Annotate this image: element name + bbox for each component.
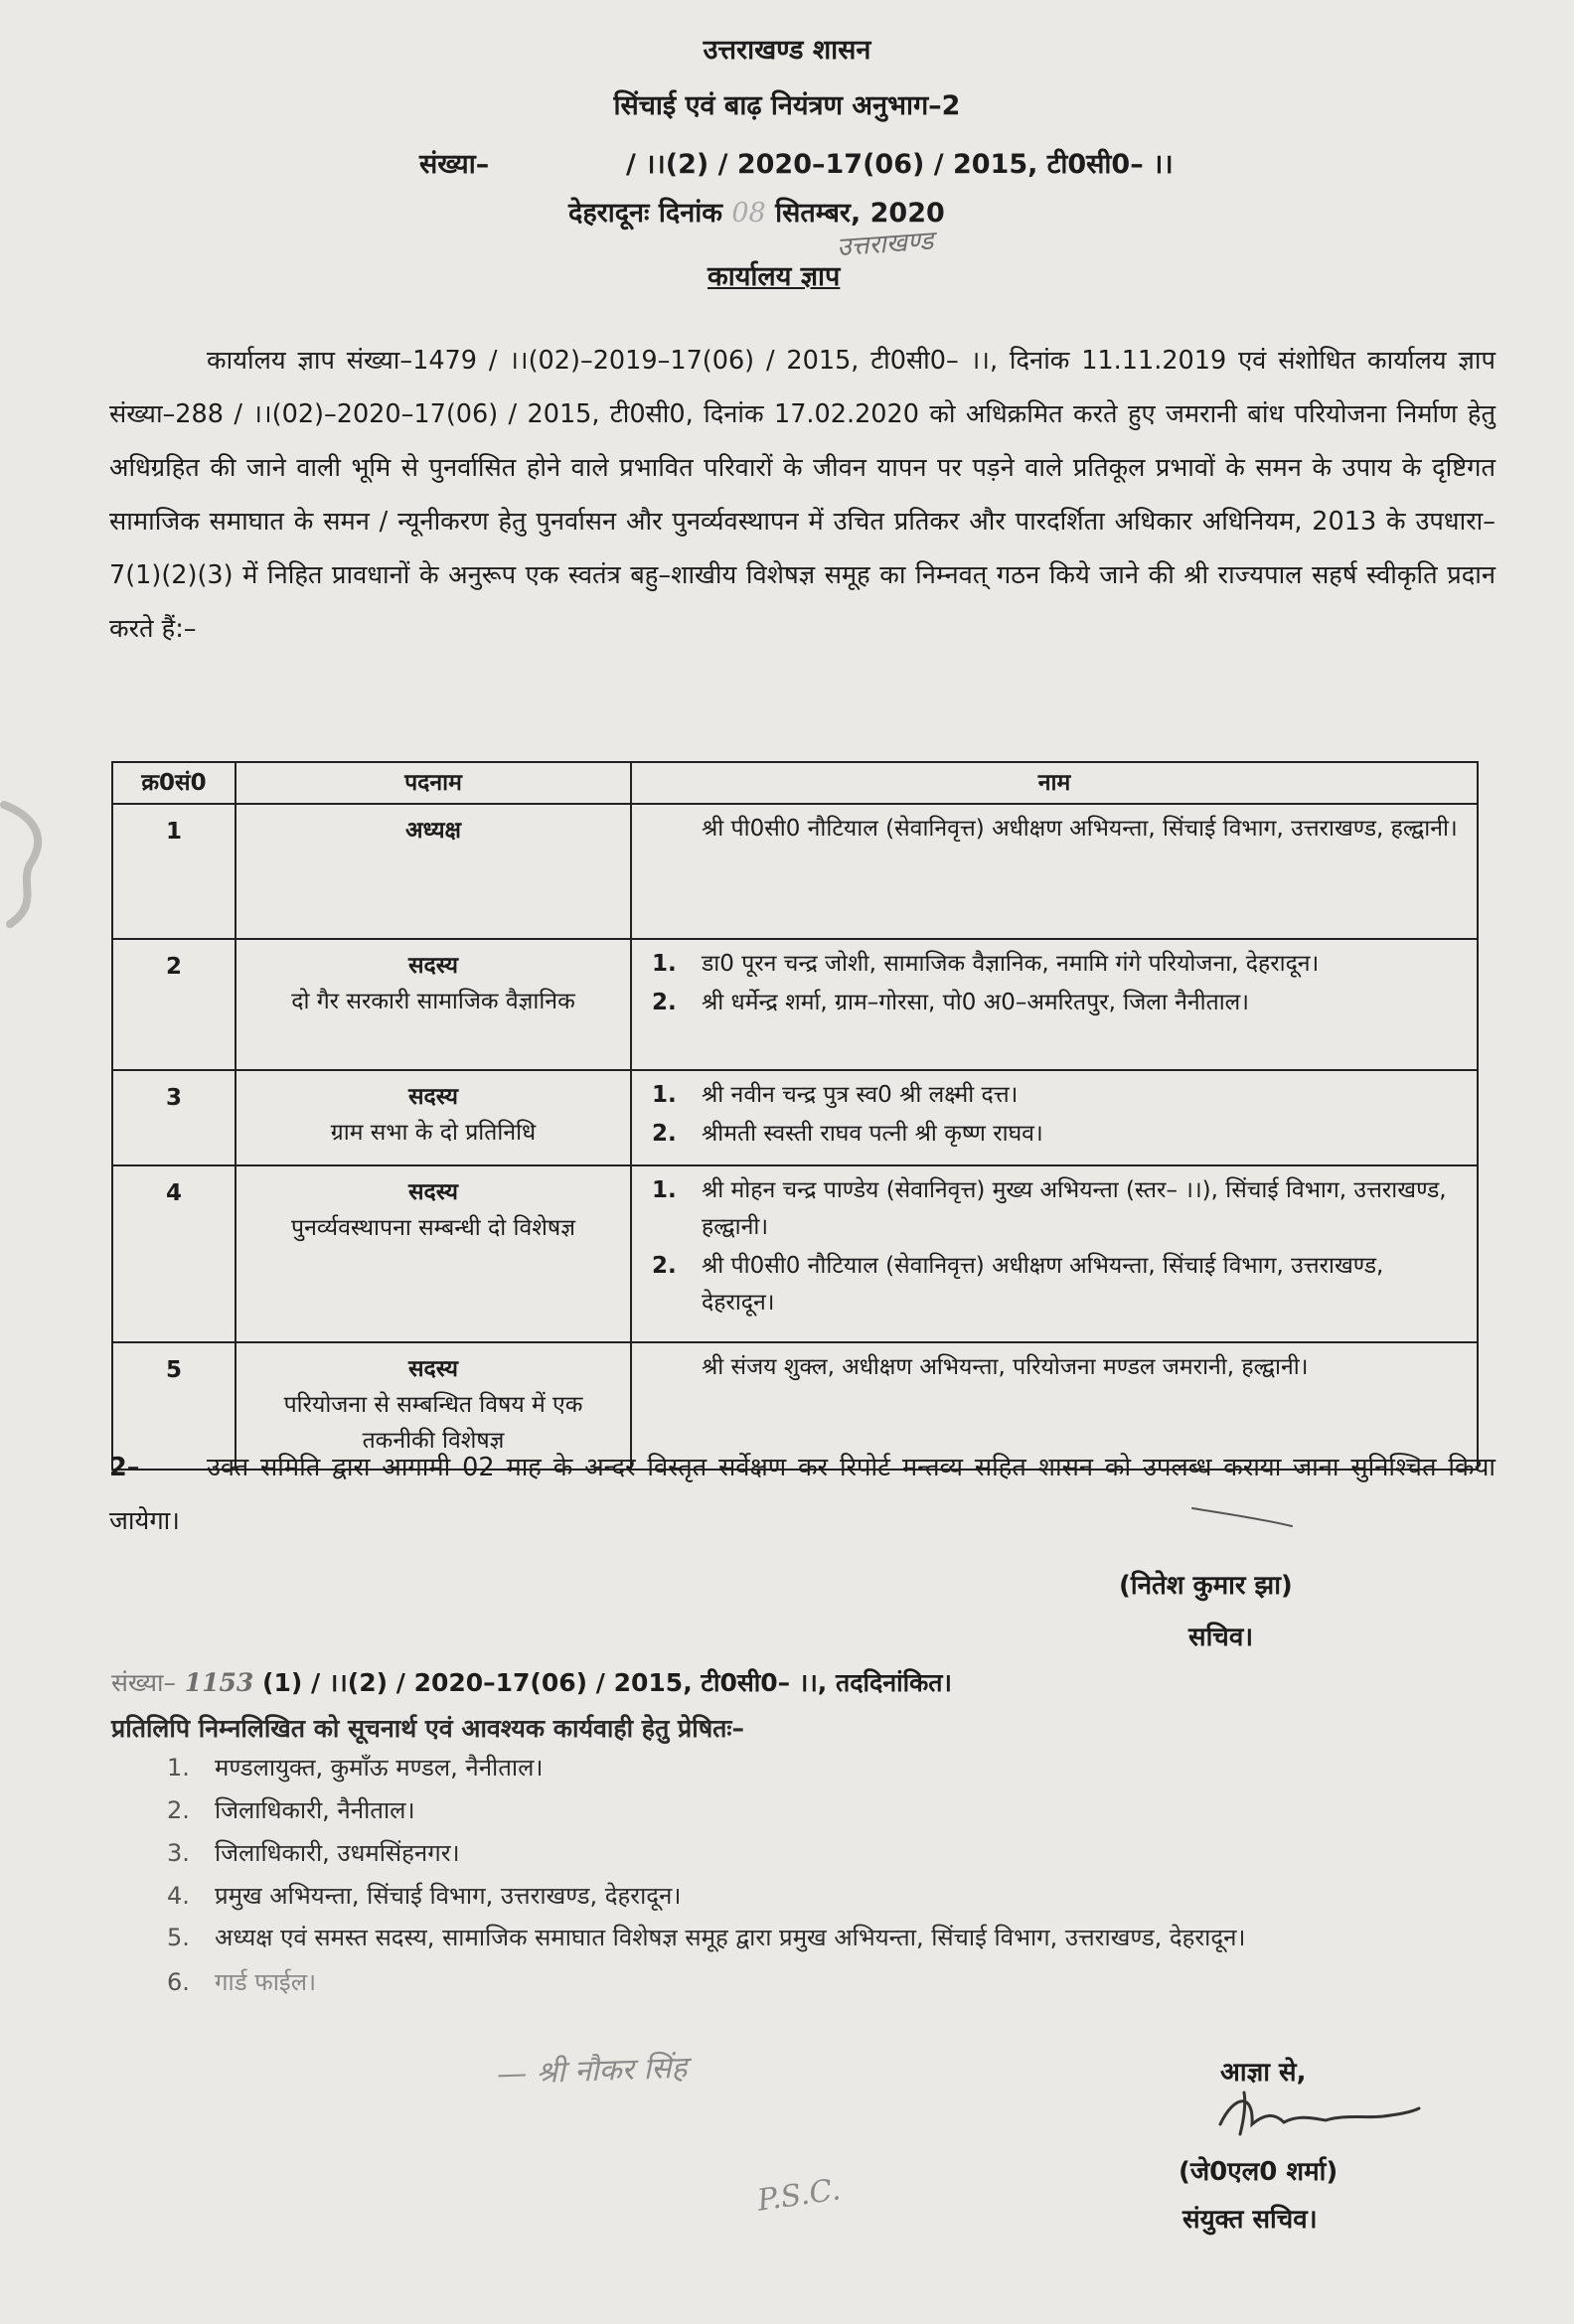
table-row <box>112 804 1478 939</box>
copy-intro: प्रतिलिपि निम्नलिखित को सूचनार्थ एवं आवश्यक कार्यवाही हेतु प्रेषितः– <box>111 1714 744 1743</box>
copy-item-text: गार्ड फाईल। <box>215 1968 317 1996</box>
member-entry <box>652 1077 1463 1114</box>
signatory-name: (नितेश कुमार झा) <box>1119 1571 1293 1601</box>
second-paragraph <box>109 1441 1495 1548</box>
member-name: श्री नवीन चन्द्र पुत्र स्व0 श्री लक्ष्मी दत्त। <box>702 1082 1019 1108</box>
copy-list <box>167 1747 1496 2004</box>
handwritten-receipt-mark: P.S.C. <box>754 2172 844 2219</box>
row-designation <box>236 1165 631 1342</box>
copy-item <box>167 1961 1496 2004</box>
row-designation <box>236 1070 631 1165</box>
row-names <box>631 1165 1478 1342</box>
table-row <box>112 1070 1478 1165</box>
row-title: सदस्य <box>407 1179 459 1205</box>
para2-num: 2– <box>109 1453 140 1482</box>
govt-title: उत्तराखण्ड शासन <box>703 35 871 66</box>
member-num: 2. <box>652 1121 677 1147</box>
row-designation <box>236 939 631 1070</box>
copy-item-text: मण्डलायुक्त, कुमाँऊ मण्डल, नैनीताल। <box>215 1754 544 1782</box>
main-paragraph-text: कार्यालय ज्ञाप संख्या–1479 / ।।(02)–2019–17(06) / 2015, टी0सी0– ।।, दिनांक 11.11.2019 एवं संशोधित कार्यालय ज्ञाप संख्या–288 / ।।(02)–2020–17(06) / 2015, टी0सी0, दिनांक 17.02.2020 को अधिक्रमित करते हुए जमरानी बांध परियोजना निर्माण हेतु अधिग्रहित की जाने वाली भूमि से पुनर्वासित होने वाले प्रभावित परिवारों के जीवन यापन पर पड़ने वाले प्रतिकूल प्रभावों के समन के उपाय के दृष्टिगत सामाजिक समाघात के समन / न्यूनीकरण हेतु पुनर्वासन और पुनर्व्यवस्थापन में उचित प्रतिकर और पारदर्शिता अधिकार अधिनियम, 2013 के उपधारा–7(1)(2)(3) में निहित प्रावधानों के अनुरूप एक स्वतंत्र बहु–शाखीय विशेषज्ञ समूह का निम्नवत् गठन किये जाने की श्री राज्यपाल सहर्ष स्वीकृति प्रदान करते हैं:– <box>109 346 1495 644</box>
member-name: श्री संजय शुक्ल, अधीक्षण अभियन्ता, परियोजना मण्डल जमरानी, हल्द्वानी। <box>702 1354 1309 1380</box>
members-table <box>111 761 1479 1471</box>
copy-number-label: संख्या– <box>111 1668 177 1697</box>
member-name: श्री मोहन चन्द्र पाण्डेय (सेवानिवृत्त) मुख्य अभियन्ता (स्तर– ।।), सिंचाई विभाग, उत्तराखण्ड, हल्द्वानी। <box>702 1177 1447 1240</box>
handwritten-note-bottom: — श्री नौकर सिंह <box>496 2050 688 2092</box>
signatory2-designation: संयुक्त सचिव। <box>1182 2205 1318 2235</box>
row-names <box>631 1070 1478 1165</box>
copy-item-num: 3. <box>167 1839 190 1867</box>
paper-smudge <box>0 795 60 934</box>
copy-item-text: अध्यक्ष एवं समस्त सदस्य, सामाजिक समाघात विशेषज्ञ समूह द्वारा प्रमुख अभियन्ता, सिंचाई विभाग, उत्तराखण्ड, देहरादून। <box>215 1924 1246 1951</box>
second-paragraph-text: उक्त समिति द्वारा आगामी 02 माह के अन्दर विस्तृत सर्वेक्षण कर रिपोर्ट मन्तव्य सहित शासन को उपलब्ध कराया जाना सुनिश्चित किया जायेगा। <box>109 1453 1495 1536</box>
date-month-year: सितम्बर, 2020 <box>775 198 945 229</box>
member-num: 1. <box>652 951 677 977</box>
row-names <box>631 804 1478 939</box>
handwritten-note: उत्तराखण्ड <box>836 226 935 263</box>
row-sn: 3 <box>112 1070 236 1165</box>
signatory-designation: सचिव। <box>1188 1623 1254 1652</box>
row-names <box>631 939 1478 1070</box>
member-entry <box>652 946 1463 983</box>
number-value: / ।।(2) / 2020–17(06) / 2015, टी0सी0– ।। <box>626 149 1174 180</box>
main-paragraph <box>109 334 1495 656</box>
doc-type-title: कार्यालय ज्ञाप <box>708 261 841 292</box>
member-num: 2. <box>652 1253 677 1279</box>
row-description: पुनर्व्यवस्थापना सम्बन्धी दो विशेषज्ञ <box>291 1215 575 1241</box>
copy-item-text: प्रमुख अभियन्ता, सिंचाई विभाग, उत्तराखण्ड, देहरादून। <box>215 1882 682 1910</box>
place-date-label: देहरादूनः दिनांक <box>568 198 722 229</box>
by-order-text: आज्ञा से, <box>1220 2058 1307 2088</box>
row-description: परियोजना से सम्बन्धित विषय में एक तकनीकी विशेषज्ञ <box>283 1392 583 1454</box>
date-day: 08 <box>731 198 766 229</box>
copy-item-num: 6. <box>167 1968 190 1996</box>
copy-number <box>111 1665 952 1699</box>
member-name: श्री पी0सी0 नौटियाल (सेवानिवृत्त) अधीक्षण अभियन्ता, सिंचाई विभाग, उत्तराखण्ड, देहरादून। <box>702 1253 1384 1316</box>
member-entry <box>652 1172 1463 1246</box>
copy-item <box>167 1875 1496 1918</box>
col-header-sn: क्र0सं0 <box>112 762 236 804</box>
number-label: संख्या– <box>419 149 490 180</box>
row-sn: 1 <box>112 804 236 939</box>
row-description: ग्राम सभा के दो प्रतिनिधि <box>330 1120 537 1146</box>
copy-item-text: जिलाधिकारी, उधमसिंहनगर। <box>215 1839 460 1867</box>
member-num: 1. <box>652 1082 677 1108</box>
col-header-name: नाम <box>631 762 1478 804</box>
section-title: सिंचाई एवं बाढ़ नियंत्रण अनुभाग–2 <box>613 90 961 121</box>
member-name: श्री धर्मेन्द्र शर्मा, ग्राम–गोरसा, पो0 अ0–अमरितपुर, जिला नैनीताल। <box>702 990 1249 1015</box>
table-row <box>112 939 1478 1070</box>
member-num: 1. <box>652 1177 677 1203</box>
copy-item-num: 2. <box>167 1796 190 1824</box>
table-row <box>112 1165 1478 1342</box>
row-title: अध्यक्ष <box>404 818 462 844</box>
signatory2-name: (जे0एल0 शर्मा) <box>1179 2157 1338 2187</box>
signature-mark <box>1214 2085 1423 2144</box>
table-header-row <box>112 762 1478 804</box>
pen-stroke <box>1188 1500 1298 1530</box>
row-sn: 4 <box>112 1165 236 1342</box>
col-header-designation: पदनाम <box>236 762 631 804</box>
row-title: सदस्य <box>407 953 459 979</box>
copy-item-num: 1. <box>167 1754 190 1782</box>
copy-item <box>167 1789 1496 1832</box>
copy-item-text: जिलाधिकारी, नैनीताल। <box>215 1796 415 1824</box>
member-name: डा0 पूरन चन्द्र जोशी, सामाजिक वैज्ञानिक, नमामि गंगे परियोजना, देहरादून। <box>702 951 1320 977</box>
row-description: दो गैर सरकारी सामाजिक वैज्ञानिक <box>291 989 575 1014</box>
member-name: श्री पी0सी0 नौटियाल (सेवानिवृत्त) अधीक्षण अभियन्ता, सिंचाई विभाग, उत्तराखण्ड, हल्द्वानी। <box>702 816 1458 842</box>
copy-item <box>167 1747 1496 1789</box>
member-entry <box>652 985 1463 1021</box>
copy-item <box>167 1832 1496 1875</box>
row-sn: 2 <box>112 939 236 1070</box>
copy-number-value: (1) / ।।(2) / 2020–17(06) / 2015, टी0सी0– ।।, तददिनांकित। <box>262 1668 953 1697</box>
row-designation <box>236 804 631 939</box>
member-entry <box>652 1116 1463 1153</box>
row-title: सदस्य <box>407 1084 459 1110</box>
row-sn: 5 <box>112 1342 236 1470</box>
row-title: सदस्य <box>407 1356 459 1382</box>
member-num: 2. <box>652 990 677 1015</box>
copy-number-hand: 1153 <box>184 1668 254 1697</box>
member-entry <box>652 1248 1463 1321</box>
member-name: श्रीमती स्वस्ती राघव पत्नी श्री कृष्ण राघव। <box>702 1121 1043 1147</box>
copy-item-num: 4. <box>167 1882 190 1910</box>
copy-item <box>167 1918 1496 1957</box>
copy-item-num: 5. <box>167 1924 190 1951</box>
